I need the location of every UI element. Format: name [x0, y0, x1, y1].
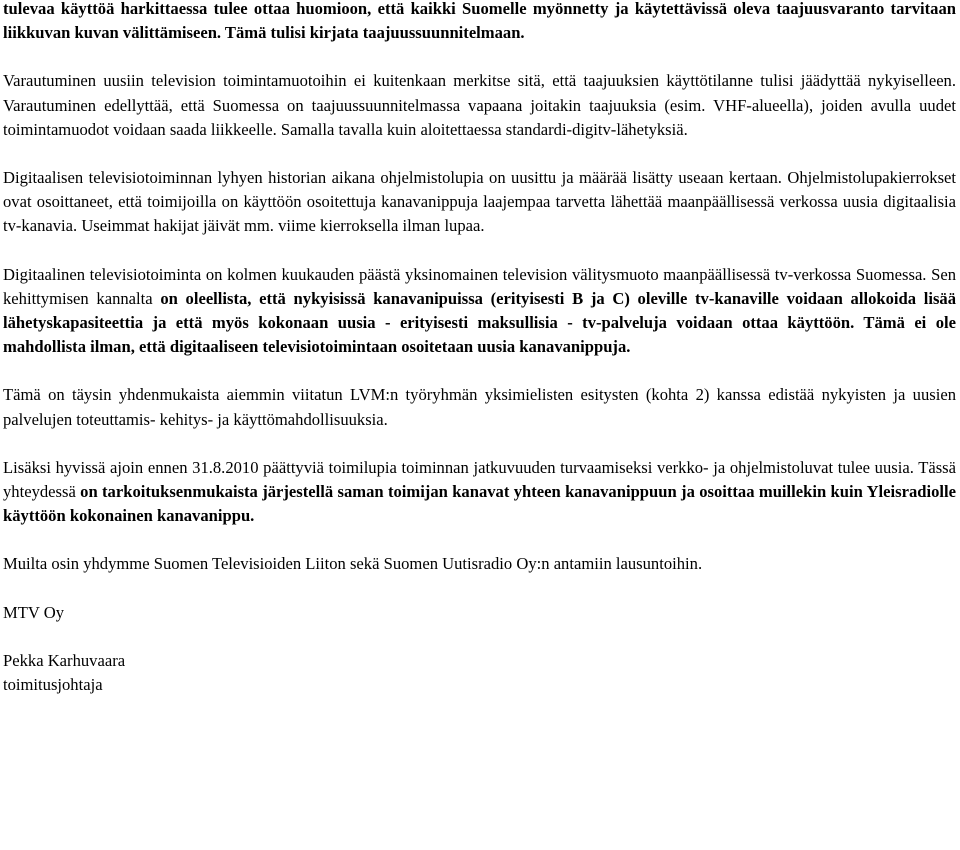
signature-company: MTV Oy — [3, 602, 65, 622]
signature-name: Pekka Karhuvaara — [3, 650, 126, 670]
signature-title: toimitusjohtaja — [3, 675, 103, 695]
paragraph-spacer — [3, 577, 956, 601]
paragraph-4-bold-text: on oleellista, että nykyisissä kanavanipuissa (erityisesti B ja C) oleville tv-kanaville voidaan allokoida lisää lähetyskapasiteettia ja että myös kokonaan uusia - erityisesti maksullisia - tv-palveluja voidaan ottaa käyttöön. Tämä ei ole mahdollista ilman, että digitaaliseen televisiotoimintaan osoitetaan uusia kanavanippuja. — [3, 288, 956, 357]
paragraph-5-text: Tämä on täysin yhdenmukaista aiemmin viitatun LVM:n työryhmän yksimielisten esitysten (kohta 2) kanssa edistää nykyisten ja uusien palvelujen toteuttamis- kehitys- ja käyttömahdollisuuksia. — [3, 385, 956, 429]
paragraph-spacer — [3, 625, 956, 649]
paragraph-spacer — [3, 432, 956, 456]
paragraph-spacer — [3, 142, 956, 166]
paragraph-3 — [3, 166, 956, 239]
paragraph-2 — [3, 69, 956, 142]
paragraph-6-bold-text: on tarkoituksenmukaista järjestellä saman toimijan kanavat yhteen kanavanippuun ja osoittaa muillekin kuin Yleisradiolle käyttöön kokonainen kanavanippu. — [3, 482, 956, 526]
paragraph-spacer — [3, 239, 956, 263]
paragraph-7-text: Muilta osin yhdymme Suomen Televisioiden Liiton sekä Suomen Uutisradio Oy:n antamiin lausuntoihin. — [3, 554, 703, 574]
paragraph-1-bold-text: tulevaa käyttöä harkittaessa tulee ottaa huomioon, että kaikki Suomelle myönnetty ja käytettävissä oleva taajuusvaranto tarvitaan liikkuvan kuvan välittämiseen. Tämä tulisi kirjata taajuussuunnitelmaan. — [3, 0, 956, 43]
paragraph-5 — [3, 383, 956, 431]
paragraph-7 — [3, 552, 956, 576]
paragraph-spacer — [3, 359, 956, 383]
paragraph-6-plain-text: Lisäksi hyvissä ajoin ennen 31.8.2010 päättyviä toimilupia toiminnan jatkuvuuden turvaamiseksi verkko- ja ohjelmistoluvat tulee uusia. Tässä yhteydessä — [3, 457, 956, 502]
paragraph-1 — [3, 0, 956, 45]
paragraph-6 — [3, 456, 956, 529]
paragraph-4-plain-text: Digitaalinen televisiotoiminta on kolmen kuukauden päästä yksinomainen television välitysmuoto maanpäällisessä tv-verkossa Suomessa. Sen kehittymisen kannalta — [3, 264, 956, 308]
paragraph-4 — [3, 263, 956, 360]
paragraph-spacer — [3, 45, 956, 69]
paragraph-spacer — [3, 528, 956, 552]
paragraph-2-text: Varautuminen uusiin television toimintamuotoihin ei kuitenkaan merkitse sitä, että taajuuksien käyttötilanne tulisi jäädyttää nykyiselleen. Varautuminen edellyttää, että Suomessa on taajuussuunnitelmassa vapaana joitakin taajuuksia (esim. VHF-alueella), joiden avulla uudet toimintamuodot voidaan saada liikkeelle. Samalla tavalla kuin aloitettaessa standardi-digitv-lähetyksiä. — [3, 71, 956, 139]
paragraph-3-text: Digitaalisen televisiotoiminnan lyhyen historian aikana ohjelmistolupia on uusittu ja määrää lisätty useaan kertaan. Ohjelmistolupakierrokset ovat osoittaneet, että toimijoilla on käyttöön osoitettuja kanavanippuja laajempaa tarvetta lähettää maanpäällisessä verkossa uusia digitaalisia tv-kanavia. Useimmat hakijat jäivät mm. viime kierroksella ilman lupaa. — [3, 168, 956, 236]
